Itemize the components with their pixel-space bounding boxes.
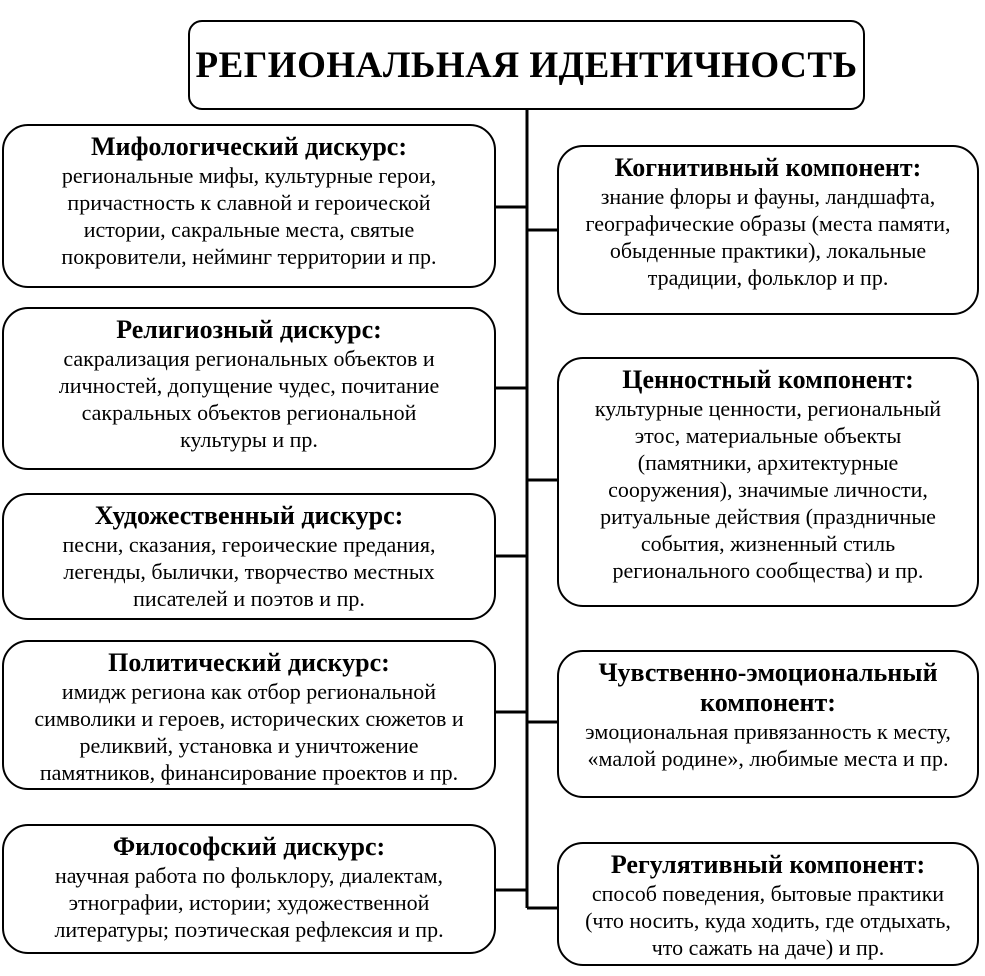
box-line: истории, сакральные места, святые [83, 217, 415, 242]
box-title: Когнитивный компонент: [614, 153, 922, 182]
box-line: ритуальные действия (праздничные [600, 504, 936, 529]
religious-discourse-box [2, 307, 496, 470]
box-line: что сажать на даче) и пр. [651, 935, 885, 960]
value-component-box [557, 357, 979, 607]
political-discourse-box [2, 640, 496, 790]
box-line: обыденные практики), локальные [609, 238, 927, 263]
box-line: литературы; поэтическая рефлексия и пр. [54, 917, 444, 942]
emotional-component-box [557, 650, 979, 798]
box-line: песни, сказания, героические предания, [62, 532, 436, 557]
box-line: географические образы (места памяти, [585, 211, 951, 236]
box-line: писателей и поэтов и пр. [133, 586, 365, 611]
box-line: личностей, допущение чудес, почитание [58, 373, 440, 398]
box-line: знание флоры и фауны, ландшафта, [600, 184, 936, 209]
box-line: эмоциональная привязанность к месту, [585, 719, 951, 744]
box-line: реликвий, установка и уничтожение [79, 733, 419, 758]
box-line: сооружения), значимые личности, [608, 477, 928, 502]
artistic-discourse-box [2, 493, 496, 620]
regulative-component-box [557, 842, 979, 966]
box-line: (что носить, куда ходить, где отдыхать, [585, 908, 951, 933]
box-line: сакрализация региональных объектов и [63, 346, 435, 371]
box-title: Политический дискурс: [108, 648, 390, 677]
root-title: РЕГИОНАЛЬНАЯ ИДЕНТИЧНОСТЬ [195, 44, 858, 86]
box-line: символики и героев, исторических сюжетов и [34, 706, 464, 731]
box-line: традиции, фольклор и пр. [647, 265, 889, 290]
root-box [188, 20, 865, 110]
box-line: памятников, финансирование проектов и пр. [39, 760, 459, 785]
box-line: легенды, былички, творчество местных [63, 559, 435, 584]
box-line: причастность к славной и героической [67, 190, 431, 215]
box-title: Религиозный дискурс: [116, 315, 382, 344]
box-title: Регулятивный компонент: [610, 850, 926, 879]
box-line: имидж региона как отбор региональной [61, 679, 437, 704]
box-line: покровители, нейминг территории и пр. [61, 244, 437, 269]
box-line: способ поведения, бытовые практики [591, 881, 945, 906]
box-title: Философский дискурс: [112, 832, 386, 861]
box-line: (памятники, архитектурные [637, 450, 899, 475]
box-title: Чувственно-эмоциональный компонент: [598, 658, 938, 717]
box-title: Мифологический дискурс: [91, 132, 407, 161]
cognitive-component-box [557, 145, 979, 315]
box-line: «малой родине», любимые места и пр. [587, 746, 949, 771]
box-line: этос, материальные объекты [634, 423, 902, 448]
box-line: события, жизненный стиль [640, 531, 896, 556]
box-line: сакральных объектов региональной [81, 400, 417, 425]
box-line: культуры и пр. [180, 427, 318, 452]
philosophical-discourse-box [2, 824, 496, 954]
mythological-discourse-box [2, 124, 496, 288]
box-line: регионального сообщества) и пр. [612, 558, 924, 583]
box-title: Ценностный компонент: [622, 365, 914, 394]
box-line: этнографии, истории; художественной [68, 890, 430, 915]
box-line: культурные ценности, региональный [594, 396, 942, 421]
box-line: региональные мифы, культурные герои, [61, 163, 437, 188]
box-title: Художественный дискурс: [94, 501, 404, 530]
box-line: научная работа по фольклору, диалектам, [54, 863, 444, 888]
